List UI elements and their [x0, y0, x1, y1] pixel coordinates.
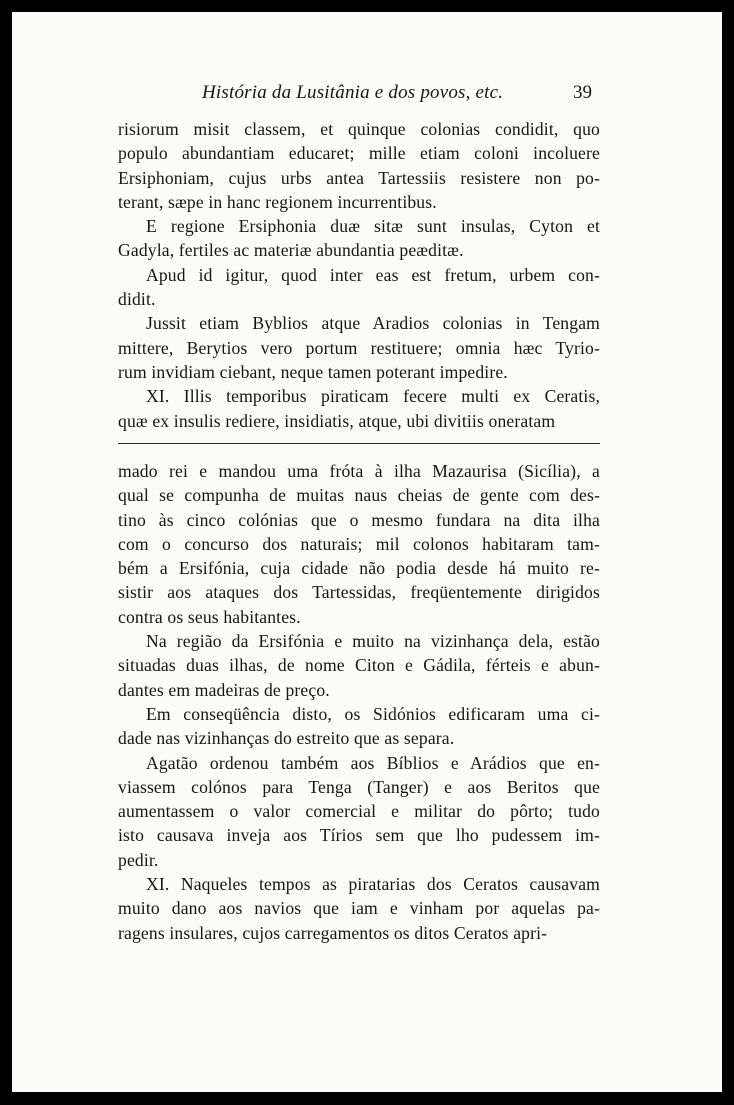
text-line: mittere, Berytios vero portum restituere; omnia hæc Tyrio-: [118, 337, 600, 358]
text-line: Na região da Ersifónia e muito na vizinhança dela, estão: [146, 631, 600, 652]
text-line: ragens insulares, cujos carregamentos os ditos Ceratos apri-: [118, 922, 548, 943]
text-line: Jussit etiam Byblios atque Aradios colonias in Tengam: [146, 313, 600, 334]
text-line: aumentassem o valor comercial e militar do pôrto; tudo: [118, 801, 600, 822]
text-line: XI. Naqueles tempos as piratarias dos Ceratos causavam: [146, 874, 600, 895]
text-line: terant, sæpe in hanc regionem incurrentibus.: [118, 191, 437, 212]
latin-text-block: [118, 117, 600, 433]
page-number: 39: [573, 82, 592, 103]
portuguese-paragraph: [118, 629, 600, 702]
text-line: XI. Illis temporibus piraticam fecere multi ex Ceratis,: [146, 386, 600, 407]
latin-paragraph: [118, 263, 600, 312]
latin-paragraph: [118, 117, 600, 214]
text-line: pedir.: [118, 849, 159, 870]
text-line: Gadyla, fertiles ac materiæ abundantia peæditæ.: [118, 240, 464, 261]
separator-rule: [118, 443, 600, 444]
text-line: dade nas vizinhanças do estreito que as separa.: [118, 728, 455, 749]
latin-paragraph: [118, 311, 600, 384]
text-line: sistir aos ataques dos Tartessidas, freqüentemente dirigidos: [118, 582, 600, 603]
text-line: quæ ex insulis rediere, insidiatis, atque, ubi divitiis oneratam: [118, 410, 556, 431]
text-line: Apud id igitur, quod inter eas est fretum, urbem con-: [146, 264, 600, 285]
text-line: Agatão ordenou também aos Bíblios e Arádios que en-: [146, 752, 600, 773]
text-line: mado rei e mandou uma fróta à ilha Mazaurisa (Sicília), a: [118, 461, 600, 481]
running-title: História da Lusitânia e dos povos, etc.: [202, 82, 504, 103]
text-line: contra os seus habitantes.: [118, 606, 301, 627]
latin-paragraph: [118, 214, 600, 263]
latin-paragraph: [118, 384, 600, 433]
text-line: isto causava inveja aos Tírios sem que lho pudessem im-: [118, 825, 600, 846]
text-line: dantes em madeiras de preço.: [118, 679, 330, 700]
book-page: [12, 12, 722, 1092]
text-line: rum invidiam ciebant, neque tamen poterant impedire.: [118, 361, 508, 382]
text-line: situadas duas ilhas, de nome Citon e Gádila, férteis e abun-: [118, 655, 600, 676]
portuguese-paragraph: [118, 702, 600, 751]
page-header: [12, 82, 722, 112]
text-line: didit.: [118, 289, 156, 310]
portuguese-text-block: [118, 459, 600, 945]
text-line: tino às cinco colónias que o mesmo fundara na dita ilha: [118, 509, 600, 530]
portuguese-paragraph: [118, 872, 600, 945]
text-line: Ersiphoniam, cujus urbs antea Tartessiis resistere non po-: [118, 167, 600, 188]
text-line: muito dano aos navios que iam e vinham por aquelas pa-: [118, 898, 600, 919]
text-line: Em conseqüência disto, os Sidónios edificaram uma ci-: [146, 703, 600, 724]
portuguese-paragraph: [118, 459, 600, 629]
portuguese-paragraph: [118, 751, 600, 872]
text-line: risiorum misit classem, et quinque colonias condidit, quo: [118, 119, 600, 139]
text-line: qual se compunha de muitas naus cheias de gente com des-: [118, 485, 600, 506]
text-line: bém a Ersifónia, cuja cidade não podia desde há muito re-: [118, 558, 600, 579]
text-line: populo abundantiam educaret; mille etiam coloni incoluere: [118, 143, 600, 164]
text-line: E regione Ersiphonia duæ sitæ sunt insulas, Cyton et: [146, 216, 600, 237]
text-line: com o concurso dos naturais; mil colonos habitaram tam-: [118, 533, 600, 554]
text-line: viassem colónos para Tenga (Tanger) e aos Beritos que: [118, 776, 600, 797]
